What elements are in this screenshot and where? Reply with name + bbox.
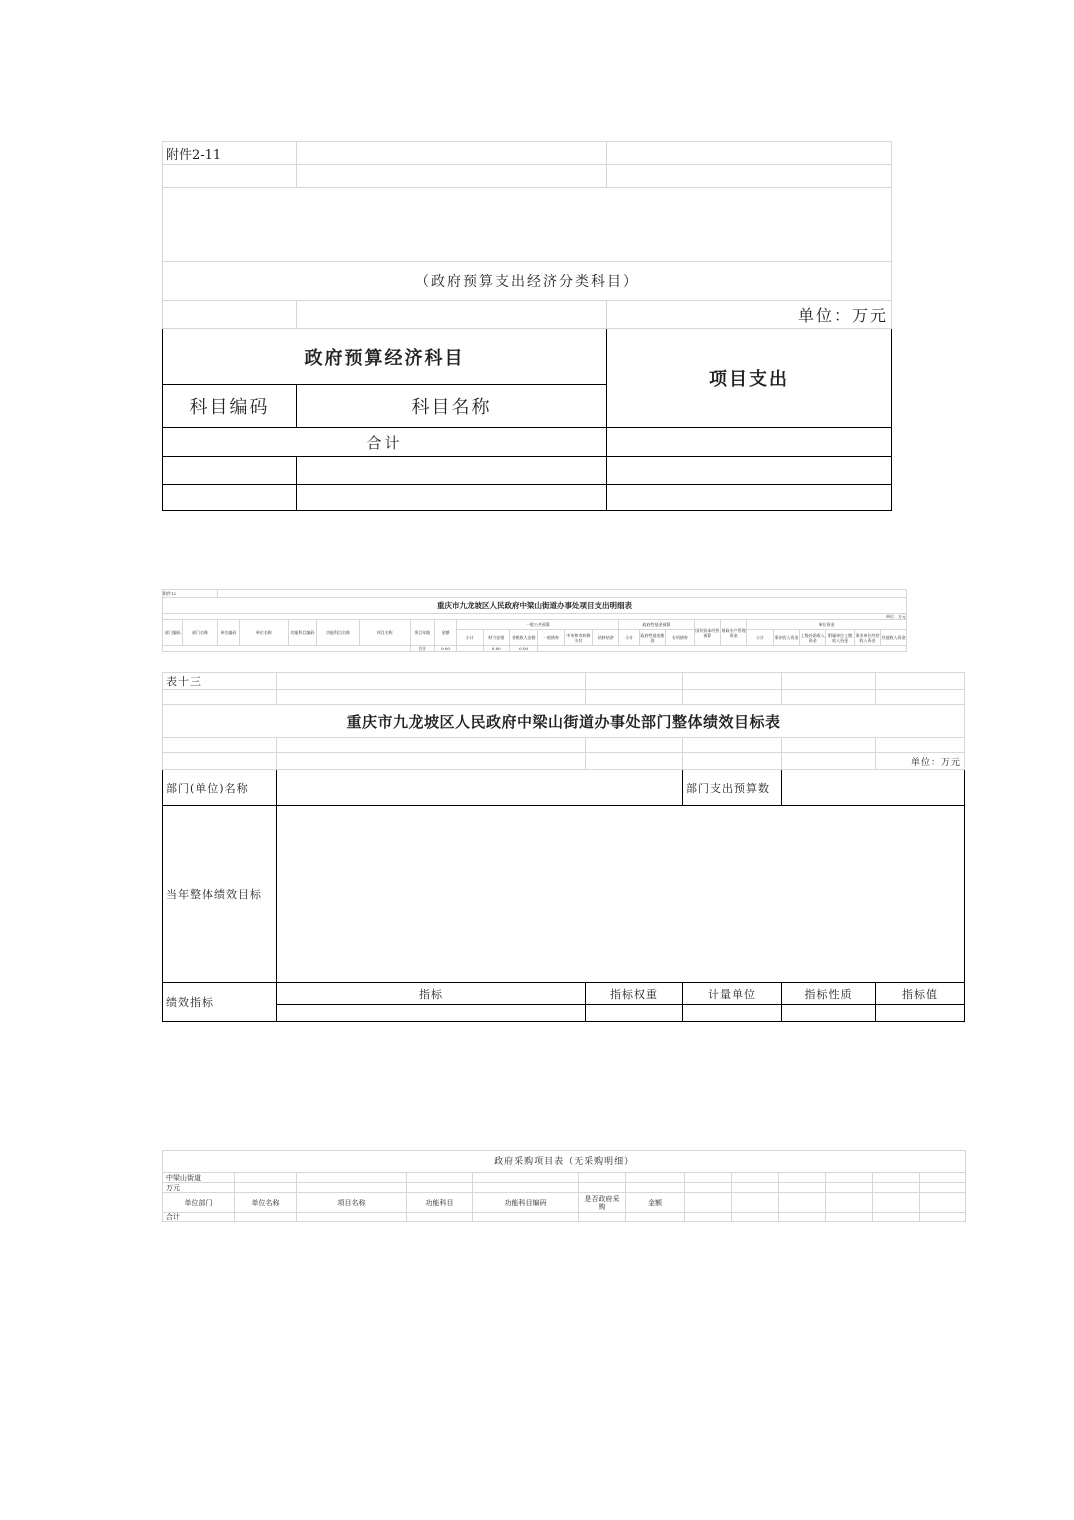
col-unit-name: 单位名称 <box>235 1193 297 1213</box>
table-title: 政府采购项目表（无采购明细） <box>163 1151 966 1173</box>
col-dept: 单位部门 <box>163 1193 235 1213</box>
sub-col: 小计 <box>619 630 639 646</box>
group-general-budget: 一般公共预算 <box>457 620 619 630</box>
total-amount: 0.00 <box>434 646 456 652</box>
col-func-subject: 功能科目 <box>407 1193 473 1213</box>
unit-label: 单位：万元 <box>163 614 907 620</box>
group-special-account: 财政专户管理资金 <box>720 620 746 646</box>
group-fund-budget: 政府性基金预算 <box>619 620 694 630</box>
sub-col: 其他收入资金 <box>881 630 907 646</box>
title-blank <box>163 188 892 262</box>
unit-label: 单位：万元 <box>607 301 892 329</box>
total-finance: 0.00 <box>483 646 509 652</box>
goal-label: 当年整体绩效目标 <box>163 806 277 983</box>
total-label: 合计 <box>163 428 607 457</box>
perf-indicator-label: 绩效指标 <box>163 983 277 1022</box>
sub-col: 政府性基金拨款 <box>639 630 665 646</box>
sub-col: 非税收入安排 <box>509 630 537 646</box>
unit-label: 万元 <box>163 1183 235 1193</box>
sub-col: 上级补助收入资金 <box>800 630 826 646</box>
col-func-code: 功能科目编码 <box>473 1193 579 1213</box>
col-project-name: 项目名称 <box>359 620 410 646</box>
table-title: 重庆市九龙坡区人民政府中梁山街道办事处部门整体绩效目标表 <box>163 705 965 738</box>
group-unit-funds: 单位资金 <box>747 620 907 630</box>
header-economic-subject: 政府预算经济科目 <box>163 329 607 385</box>
attachment-tag: 附件12 <box>163 590 218 598</box>
col-unit-code: 单位编码 <box>217 620 239 646</box>
col-weight: 指标权重 <box>586 983 683 1005</box>
sub-col: 结转结余 <box>593 630 619 646</box>
dept-name-label: 部门(单位)名称 <box>163 770 277 806</box>
sub-col: 中央和市转移支付 <box>564 630 592 646</box>
attachment-label: 附件2-11 <box>163 142 297 165</box>
col-is-gov-procurement: 是否政府采购 <box>579 1193 626 1213</box>
unit-label: 单位：万元 <box>876 753 965 770</box>
total-nontax: 0.00 <box>509 646 537 652</box>
col-func-name: 功能科目名称 <box>317 620 360 646</box>
performance-goal-table <box>162 672 965 1022</box>
sub-col: 小计 <box>457 630 483 646</box>
table-subtitle: （政府预算支出经济分类科目） <box>163 262 892 301</box>
col-project-years: 项目年限 <box>410 620 434 646</box>
col-amount: 金额 <box>626 1193 685 1213</box>
header-subject-code: 科目编码 <box>163 385 297 428</box>
col-value: 指标值 <box>876 983 965 1005</box>
col-unit-name: 单位名称 <box>240 620 289 646</box>
table-title: 重庆市九龙坡区人民政府中梁山街道办事处项目支出明细表 <box>163 598 907 614</box>
project-detail-table <box>162 589 907 652</box>
budget-label: 部门支出预算数 <box>683 770 782 806</box>
col-indicator: 指标 <box>277 983 586 1005</box>
budget-economic-table <box>162 141 892 511</box>
sub-col: 事业收入资金 <box>773 630 799 646</box>
col-dept-code: 部门编码 <box>163 620 183 646</box>
col-dept-name: 部门名称 <box>183 620 217 646</box>
sub-col: 附属单位上缴收入资金 <box>826 630 854 646</box>
sub-col: 财力安排 <box>483 630 509 646</box>
sub-col: 专项债券 <box>666 630 694 646</box>
col-func-code: 功能科目编码 <box>288 620 316 646</box>
sub-col: 事业单位经营收入资金 <box>854 630 880 646</box>
goal-value <box>277 806 965 983</box>
col-unit: 计量单位 <box>683 983 782 1005</box>
total-label: 合计 <box>163 1213 235 1222</box>
sub-col: 小计 <box>747 630 773 646</box>
group-capital-budget: 国有资本经营预算 <box>694 620 720 646</box>
header-project-expense: 项目支出 <box>607 329 892 428</box>
sub-col: 一般债券 <box>538 630 564 646</box>
col-project-name: 项目名称 <box>297 1193 407 1213</box>
col-nature: 指标性质 <box>782 983 876 1005</box>
budget-value <box>782 770 965 806</box>
col-amount: 金额 <box>434 620 456 646</box>
procurement-table <box>162 1150 966 1222</box>
table-tag: 表十三 <box>163 673 277 690</box>
org-label: 中梁山街道 <box>163 1173 235 1183</box>
dept-name-value <box>277 770 683 806</box>
header-subject-name: 科目名称 <box>297 385 607 428</box>
total-label: 合计 <box>410 646 434 652</box>
